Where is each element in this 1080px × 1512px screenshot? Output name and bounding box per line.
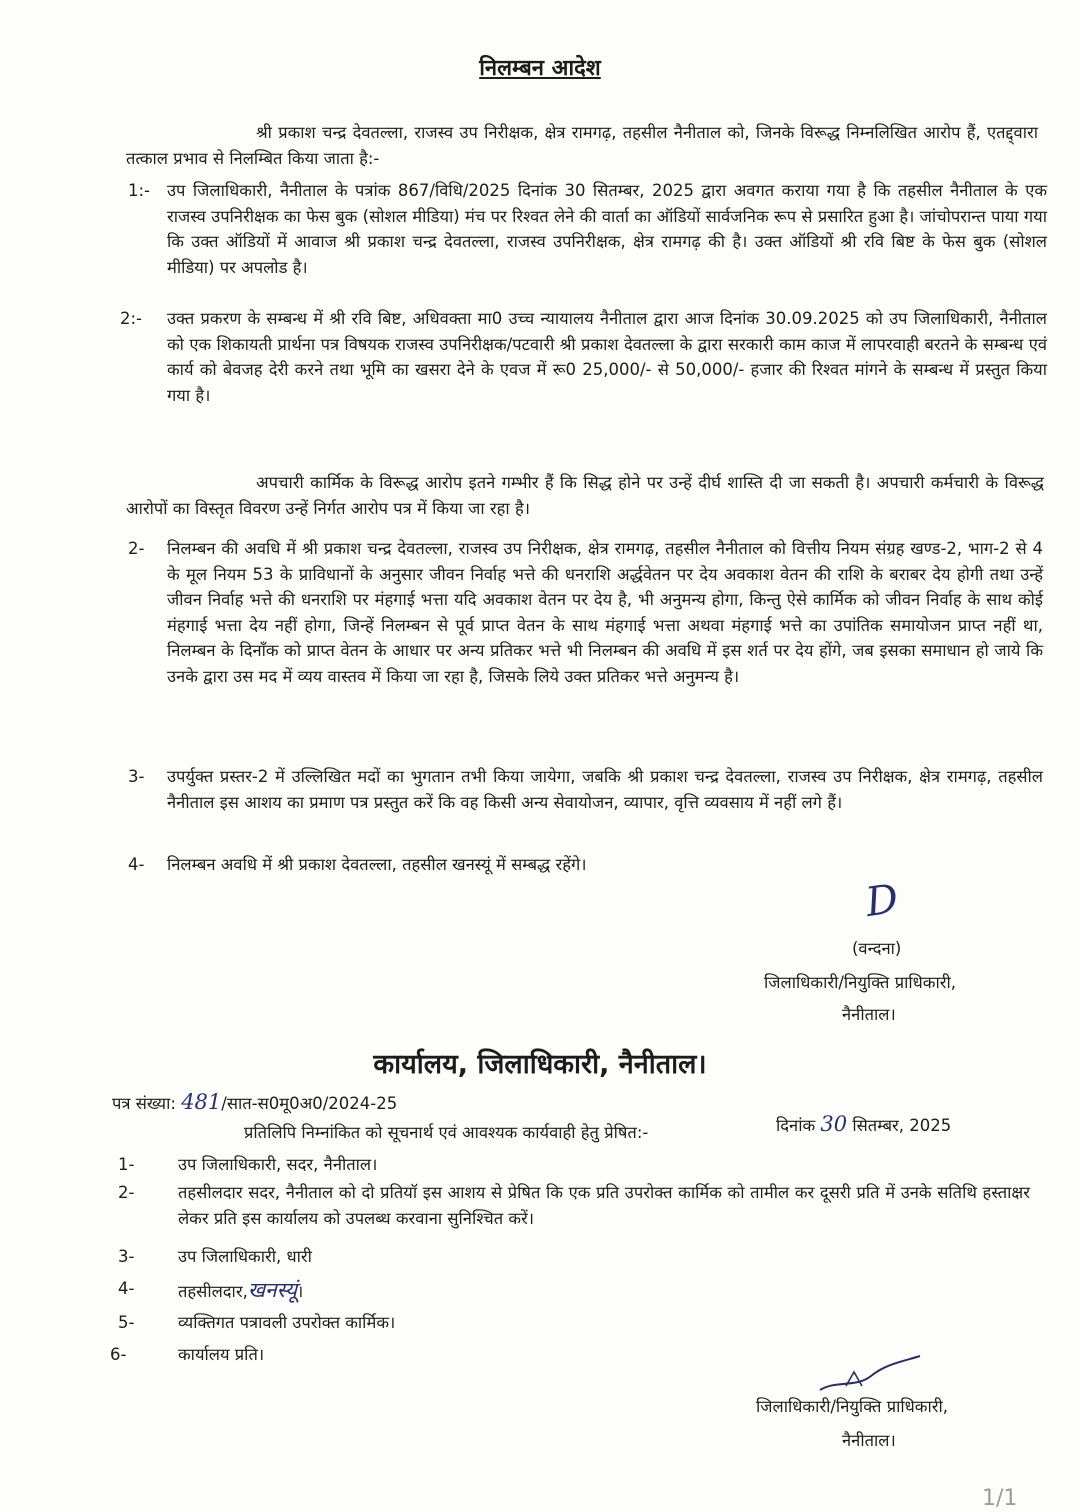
- charge-text: उप जिलाधिकारी, नैनीताल के पत्रांक 867/विधि/2025 दिनांक 30 सितम्बर, 2025 द्वारा अवगत कराया गया है कि तहसील नैनीताल के एक राजस्व उपनिरीक्षक का फेस बुक (सोशल मीडिया) मंच पर रिश्वत लेने की वार्ता का ऑडियों सार्वजनिक रूप से प्रसारित हुआ है। जांचोपरान्त पाया गया कि उक्त ऑडियों में आवाज श्री प्रकाश चन्द्र देवतल्ला, राजस्व उपनिरीक्षक, क्षेत्र रामगढ़ की है। उक्त ऑडियों श्री रवि बिष्ट के फेस बुक (सोशल मीडिया) पर अपलोड है।: [167, 181, 1047, 277]
- signature-mark: D: [862, 875, 902, 927]
- letter-date-suffix: सितम्बर, 2025: [852, 1116, 952, 1135]
- condition-number: 2-: [128, 539, 145, 558]
- recipient-number: 2-: [118, 1183, 135, 1202]
- recipient-handwritten: खनस्यूं: [247, 1278, 297, 1302]
- signatory-designation: जिलाधिकारी/नियुक्ति प्राधिकारी,: [764, 973, 956, 992]
- recipient-text-line: [178, 1276, 303, 1304]
- document-title: निलम्बन आदेश: [479, 56, 601, 81]
- copy-intro: प्रतिलिपि निम्नांकित को सूचनार्थ एवं आवश्यक कार्यवाही हेतु प्रेषित:-: [244, 1123, 649, 1142]
- letter-number-line: [112, 1090, 397, 1114]
- condition-number: 3-: [128, 767, 145, 786]
- recipient-text: तहसीलदार,: [178, 1282, 248, 1301]
- signatory-designation: जिलाधिकारी/नियुक्ति प्राधिकारी,: [756, 1397, 948, 1416]
- intro-paragraph: श्री प्रकाश चन्द्र देवतल्ला, राजस्व उप निरीक्षक, क्षेत्र रामगढ़, तहसील नैनीताल को, जिनके विरूद्ध निम्नलिखित आरोप हैं, एतद्द्वारा तत्काल प्रभाव से निलम्बित किया जाता है:-: [126, 123, 1038, 168]
- signatory-name: (वन्दना): [852, 939, 902, 958]
- letter-date-handwritten: 30: [820, 1112, 848, 1136]
- signatory-place: नैनीताल।: [842, 1005, 896, 1024]
- charge-number: 2:-: [120, 309, 143, 328]
- recipient-text: कार्यालय प्रति।: [178, 1345, 265, 1364]
- gravity-paragraph: अपचारी कार्मिक के विरूद्ध आरोप इतने गम्भीर हैं कि सिद्ध होने पर उन्हें दीर्घ शास्ति दी जा सकती है। अपचारी कर्मचारी के विरूद्ध आरोपों का विस्तृत विवरण उन्हें निर्गत आरोप पत्र में किया जा रहा है।: [126, 473, 1044, 518]
- recipient-number: 1-: [118, 1155, 135, 1174]
- letter-number-handwritten: 481: [181, 1090, 222, 1114]
- letter-number-label: पत्र संख्या:: [112, 1094, 176, 1113]
- recipient-number: 4-: [118, 1279, 135, 1298]
- recipient-suffix: ।: [297, 1282, 304, 1301]
- charge-text: उक्त प्रकरण के सम्बन्ध में श्री रवि बिष्ट, अधिवक्ता मा0 उच्च न्यायालय नैनीताल द्वारा आज दिनांक 30.09.2025 को उप जिलाधिकारी, नैनीताल को एक शिकायती प्रार्थना पत्र विषयक राजस्व उपनिरीक्षक/पटवारी श्री प्रकाश देवतल्ला के द्वारा सरकारी काम काज में लापरवाही बरतने के सम्बन्ध एवं कार्य को बेवजह देरी करने तथा भूमि का खसरा देने के एवज में रू0 25,000/- से 50,000/- हजार की रिश्वत मांगने के सम्बन्ध में प्रस्तुत किया गया है।: [167, 309, 1047, 405]
- signatory-place: नैनीताल।: [842, 1431, 896, 1450]
- recipient-text: उप जिलाधिकारी, सदर, नैनीताल।: [178, 1155, 378, 1174]
- letter-date-line: [776, 1112, 951, 1136]
- office-heading: कार्यालय, जिलाधिकारी, नैनीताल।: [373, 1049, 707, 1080]
- condition-text: निलम्बन अवधि में श्री प्रकाश देवतल्ला, तहसील खनस्यूं में सम्बद्ध रहेंगे।: [167, 855, 587, 874]
- signature-scribble: [816, 1350, 926, 1400]
- recipient-text: तहसीलदार सदर, नैनीताल को दो प्रतियॉ इस आशय से प्रेषित कि एक प्रति उपरोक्त कार्मिक को तामील कर दूसरी प्रति में उनके सतिथि हस्ताक्षर लेकर प्रति इस कार्यालय को उपलब्ध करवाना सुनिश्चित करें।: [178, 1183, 1030, 1228]
- condition-text: निलम्बन की अवधि में श्री प्रकाश चन्द्र देवतल्ला, राजस्व उप निरीक्षक, क्षेत्र रामगढ़, तहसील नैनीताल को वित्तीय नियम संग्रह खण्ड-2, भाग-2 से 4 के मूल नियम 53 के प्राविधानों के अनुसार जीवन निर्वाह भत्ते की धनराशि अर्द्धवेतन पर देय अवकाश वेतन की राशि के बराबर देय होगी तथा उन्हें जीवन निर्वाह भत्ते की धनराशि पर मंहगाई भत्ता यदि अवकाश वेतन पर देय है, भी अनुमन्य होगा, किन्तु ऐसे कार्मिक को जीवन निर्वाह के साथ कोई मंहगाई भत्ता देय नहीं होगा, जिन्हें निलम्बन से पूर्व प्राप्त वेतन के साथ मंहगाई भत्ता अथवा मंहगाई भत्ते का उपांतिक समायोजन प्राप्त नहीं था, निलम्बन के दिनाँक को प्राप्त वेतन के आधार पर अन्य प्रतिकर भत्ते भी निलम्बन की अवधि में इस शर्त पर देय होंगे, जब इसका समाधान हो जाये कि उनके द्वारा उस मद में व्यय वास्तव में किया जा रहा है, जिसके लिये उक्त प्रतिकर भत्ते अनुमन्य है।: [167, 539, 1043, 686]
- condition-number: 4-: [128, 855, 145, 874]
- recipient-number: 3-: [118, 1247, 135, 1266]
- recipient-text: व्यक्तिगत पत्रावली उपरोक्त कार्मिक।: [178, 1313, 396, 1332]
- charge-number: 1:-: [128, 181, 151, 200]
- condition-text: उपर्युक्त प्रस्तर-2 में उल्लिखित मदों का भुगतान तभी किया जायेगा, जबकि श्री प्रकाश चन्द्र देवतल्ला, राजस्व उप निरीक्षक, क्षेत्र रामगढ़, तहसील नैनीताल इस आशय का प्रमाण पत्र प्रस्तुत करें कि वह किसी अन्य सेवायोजन, व्यापार, वृत्ति व्यवसाय में नहीं लगे हैं।: [167, 767, 1043, 812]
- recipient-text: उप जिलाधिकारी, धारी: [178, 1247, 312, 1266]
- recipient-number: 6-: [110, 1345, 127, 1364]
- letter-date-label: दिनांक: [776, 1116, 816, 1135]
- page-indicator: 1/1: [982, 1486, 1018, 1511]
- recipient-number: 5-: [118, 1313, 135, 1332]
- letter-number-suffix: /सात-स0मू0अ0/2024-25: [221, 1094, 398, 1113]
